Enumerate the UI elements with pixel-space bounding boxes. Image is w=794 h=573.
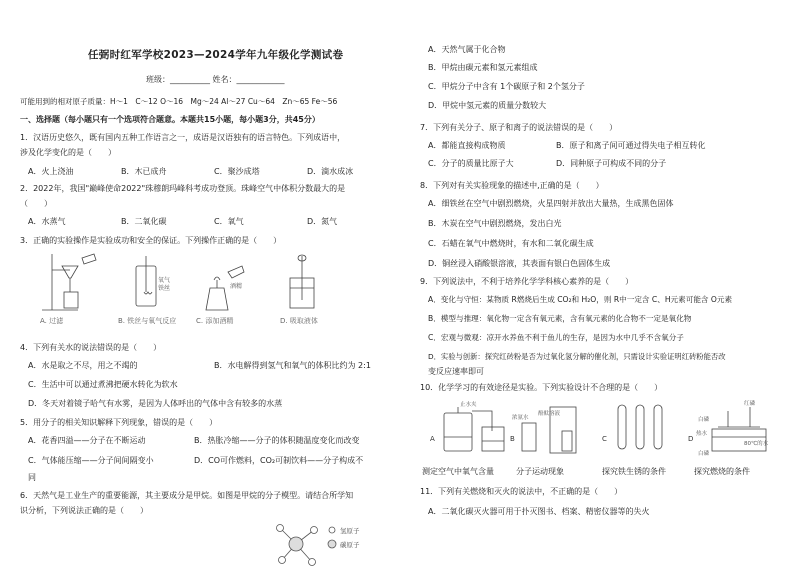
legend-carbon-icon [328, 540, 336, 548]
q3-fig-label-wire: 铁丝 [158, 285, 171, 292]
methane-model [268, 520, 378, 570]
q3-caption-a: A. 过滤 [40, 317, 64, 325]
q10-text: 10．化学学习的有效途径是实验。下列实验设计不合理的是（ ） [420, 383, 663, 392]
q8-option-c: C．石蜡在氧气中燃烧时，有水和二氧化碳生成 [428, 239, 594, 248]
q2-option-a: A．水蒸气 [28, 217, 66, 226]
q10-caption-a: 测定空气中氧气含量 [422, 467, 494, 476]
q10-label-d: D [688, 435, 694, 443]
q11-option-a: A．二氧化碳灭火器可用于扑灭图书、档案、精密仪器等的失火 [428, 507, 650, 516]
q4-option-b: B．水电解得到氢气和氧气的体积比约为 2:1 [214, 361, 371, 370]
q11-text: 11．下列有关燃烧和灭火的说法中，不正确的是（ ） [420, 487, 623, 496]
q10-label-c: C [602, 435, 607, 443]
q10-label-red-phosphorus: 红磷 [744, 401, 756, 407]
hydrogen-atom [309, 559, 316, 566]
q10-caption-b: 分子运动现象 [516, 467, 564, 476]
q10-label-hot-water: 80℃的水 [744, 441, 769, 447]
q2-option-d: D．氮气 [307, 217, 338, 226]
q10-label-white-phosphorus: 白磷 [698, 417, 710, 423]
q9-option-c: C．宏观与微观：凉开水养鱼不利于鱼儿的生存，是因为水中几乎不含氧分子 [428, 333, 684, 342]
q2-option-c: C．氧气 [214, 217, 244, 226]
atomic-masses: 可能用到的相对原子质量：H～1 C～12 O～16 Mg～24 Al～27 Cu～64 Zn～65 Fe～56 [20, 97, 338, 106]
q1-option-a: A．火上浇油 [28, 167, 74, 176]
q5-text: 5．用分子的相关知识解释下列现象，错误的是（ ） [20, 418, 218, 427]
q4-option-d: D．冬天对着镜子哈气有水雾，是因为人体呼出的气体中含有较多的水蒸 [28, 399, 283, 408]
q8-text: 8．下列对有关实验现象的描述中,正确的是（ ） [420, 181, 604, 190]
q10-label-ammonia: 浓氨水 [512, 415, 529, 421]
q7-option-a: A．都能直接构成物质 [428, 141, 506, 150]
q6-option-d: D．甲烷中氢元素的质量分数较大 [428, 101, 547, 110]
q1-option-d: D．滴水成冰 [307, 167, 354, 176]
q4-option-a: A．水是取之不尽，用之不竭的 [28, 361, 138, 370]
q10-label-white-phosphorus-2: 白磷 [698, 451, 710, 457]
q6-text-2: 识分析，下列说法正确的是（ ） [20, 506, 148, 515]
q9-option-a: A．变化与守恒：某物质 R燃烧后生成 CO₂和 H₂O，则 R中一定含 C、H元素可能含 O元素 [428, 295, 733, 304]
carbon-atom [289, 537, 303, 551]
q3-caption-b: B. 铁丝与氧气反应 [118, 317, 177, 325]
q10-label-a: A [430, 435, 435, 443]
exam-title: 任弼时红军学校2023—2024学年九年级化学测试卷 [88, 49, 344, 61]
q1-option-b: B．木已成舟 [121, 167, 167, 176]
q5-option-b: B．热胀冷缩——分子的体积随温度变化而改变 [194, 436, 360, 445]
q7-text: 7．下列有关分子、原子和离子的说法错误的是（ ） [420, 123, 618, 132]
q1-text: 1．汉语历史悠久，既有国内五种工作语言之一，成语是汉语独有的语言特色。下列成语中， [20, 133, 346, 142]
q3-fig-label-alcohol: 酒精 [230, 283, 243, 290]
q6-option-b: B．甲烷由碳元素和氢元素组成 [428, 63, 538, 72]
q5-option-d: D．CO可作燃料，CO₂可制饮料——分子构成不 [194, 456, 364, 465]
q1-text-2: 涉及化学变化的是（ ） [20, 148, 116, 157]
section-heading: 一、选择题（每小题只有一个选项符合题意。本题共15小题，每小题3分，共45分） [20, 115, 320, 124]
q7-option-b: B．原子和离子间可通过得失电子相互转化 [556, 141, 706, 150]
q1-option-c: C．聚沙成塔 [214, 167, 260, 176]
q2-text-2: （ ） [20, 199, 52, 208]
q8-option-b: B．木炭在空气中剧烈燃烧，发出白光 [428, 219, 562, 228]
q7-option-d: D．同种原子可构成不同的分子 [556, 159, 667, 168]
q2-text: 2．2022年，我国"巅峰使命2022"珠穆朗玛峰科考成功登顶。珠峰空气中体积分数最大的是 [20, 184, 346, 193]
q10-figures [426, 397, 788, 459]
q10-caption-c: 探究铁生锈的条件 [602, 467, 666, 476]
class-name-field: 班级：__________ 姓名：____________ [146, 75, 285, 84]
q3-caption-d: D. 吸取液体 [280, 317, 318, 325]
hydrogen-atom [311, 527, 318, 534]
q9-option-b: B．模型与推理：氧化物一定含有氧元素，含有氧元素的化合物不一定是氧化物 [428, 314, 692, 323]
q9-option-d: D．实验与创新：探究红砖粉是否为过氧化氢分解的催化剂，只需设计实验证明红砖粉能否改 [428, 352, 726, 361]
q3-fig-label-oxygen: 氧气 [158, 277, 171, 284]
q9-option-d-tail: 变反应速率即可 [428, 367, 484, 376]
q6-text: 6．天然气是工业生产的重要能源，其主要成分是甲烷。如图是甲烷的分子模型。请结合所学知 [20, 491, 354, 500]
q8-option-d: D．铜丝浸入硝酸银溶液，其表面有银白色固体生成 [428, 259, 611, 268]
q10-caption-d: 探究燃烧的条件 [694, 467, 750, 476]
q10-label-b: B [510, 435, 515, 443]
q9-text: 9．下列说法中，不利于培养化学学科核心素养的是（ ） [420, 277, 634, 286]
q6-option-c: C．甲烷分子中含有 1个碳原子和 2个氢分子 [428, 82, 585, 91]
hydrogen-atom [277, 525, 284, 532]
q7-option-c: C．分子的质量比原子大 [428, 159, 514, 168]
q4-text: 4．下列有关水的说法错误的是（ ） [20, 343, 162, 352]
q6-option-a: A．天然气属于化合物 [428, 45, 506, 54]
hydrogen-atom [279, 557, 286, 564]
q5-option-a: A．花香四溢——分子在不断运动 [28, 436, 146, 445]
q10-label-clamp: 止水夹 [460, 402, 477, 408]
q3-figures [38, 252, 378, 318]
legend-carbon: 碳原子 [340, 541, 360, 549]
q3-caption-c: C. 添加酒精 [196, 317, 234, 325]
q3-text: 3．正确的实验操作是实验成功和安全的保证。下列操作正确的是（ ） [20, 236, 282, 245]
q8-option-a: A．细铁丝在空气中剧烈燃烧，火星四射并放出大量热，生成黑色固体 [428, 199, 674, 208]
q5-option-d-tail: 同 [28, 473, 36, 482]
q10-label-phenol: 酚酞溶液 [538, 411, 561, 417]
q4-option-c: C．生活中可以通过煮沸把硬水转化为软水 [28, 380, 178, 389]
legend-hydrogen-icon [329, 527, 335, 533]
q10-label-copper: 热水 [696, 431, 708, 437]
q5-option-c: C．气体能压缩——分子间间隔变小 [28, 456, 154, 465]
q2-option-b: B．二氧化碳 [121, 217, 167, 226]
legend-hydrogen: 氢原子 [340, 527, 360, 535]
